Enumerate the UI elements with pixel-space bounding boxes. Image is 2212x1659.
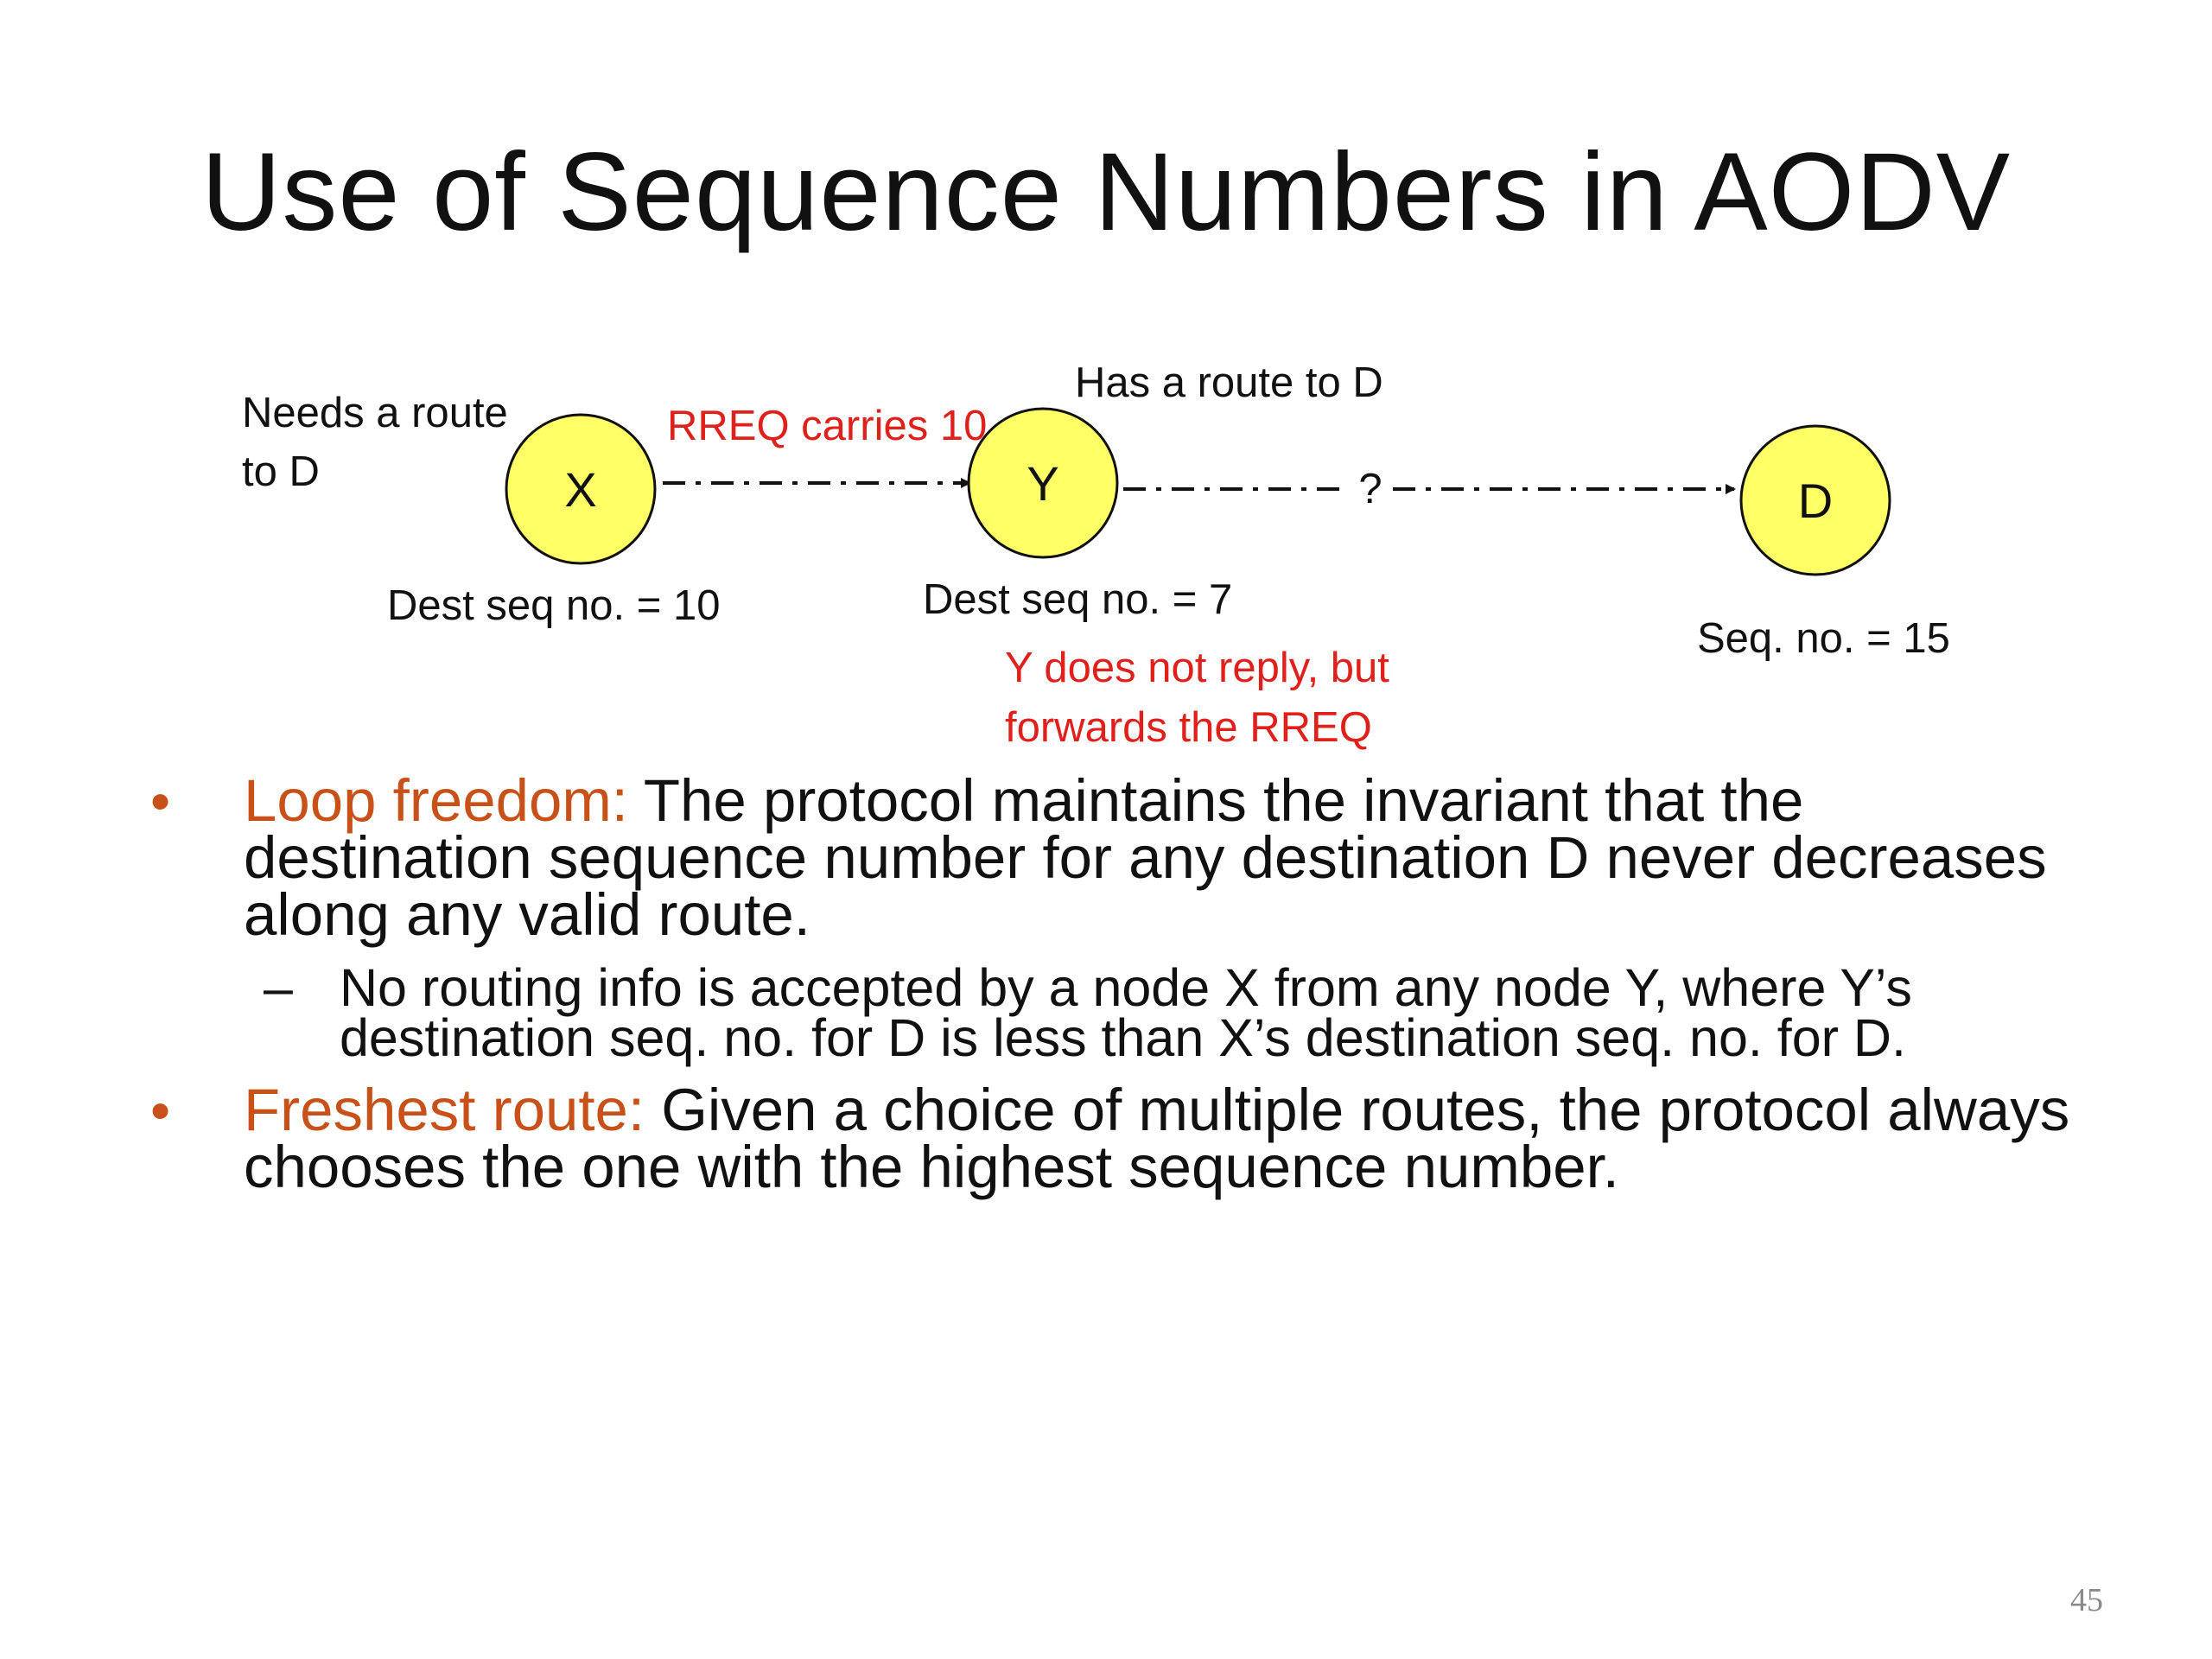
bullet-item-freshest-route: [150, 1077, 2101, 1200]
unknown-route-question-mark: ?: [1358, 466, 1382, 512]
y-action-line2: forwards the RREQ: [1005, 704, 1372, 751]
node-y-label: Y: [1027, 456, 1059, 511]
sub-bullet-text: No routing info is accepted by a node X from any node Y, where Y’s destination seq. no. for D is less than X’s destination seq. no. for D.: [340, 958, 1912, 1067]
bullet-dot: •: [150, 1078, 171, 1142]
d-seq-label: Seq. no. = 15: [1697, 615, 1950, 662]
slide-title: Use of Sequence Numbers in AODV: [200, 130, 2012, 254]
bullet-lead: Freshest route:: [244, 1077, 645, 1143]
bullet-lead: Loop freedom:: [244, 767, 628, 834]
rreq-label: RREQ carries 10: [667, 403, 988, 449]
bullet-item-loop-freedom: [150, 767, 2101, 948]
y-note: Has a route to D: [1075, 359, 1383, 406]
x-note-line2: to D: [242, 448, 320, 495]
page-number: 45: [2070, 1582, 2103, 1618]
x-note-line1: Needs a route: [242, 390, 508, 436]
node-x-label: X: [564, 462, 597, 517]
y-seq-label: Dest seq no. = 7: [923, 576, 1233, 623]
bullet-dot: •: [150, 769, 171, 833]
node-d-label: D: [1797, 474, 1834, 528]
x-seq-label: Dest seq no. = 10: [387, 582, 721, 629]
sub-bullet-item: [264, 958, 2102, 1067]
y-action-line1: Y does not reply, but: [1005, 645, 1389, 691]
sub-bullet-dash: –: [264, 958, 293, 1017]
bullet-text: The protocol maintains the invariant that the destination sequence number for any destination D never decreases along any valid route.: [244, 767, 2047, 948]
bullet-text: Given a choice of multiple routes, the protocol always chooses the one with the highest sequence number.: [244, 1077, 2070, 1200]
